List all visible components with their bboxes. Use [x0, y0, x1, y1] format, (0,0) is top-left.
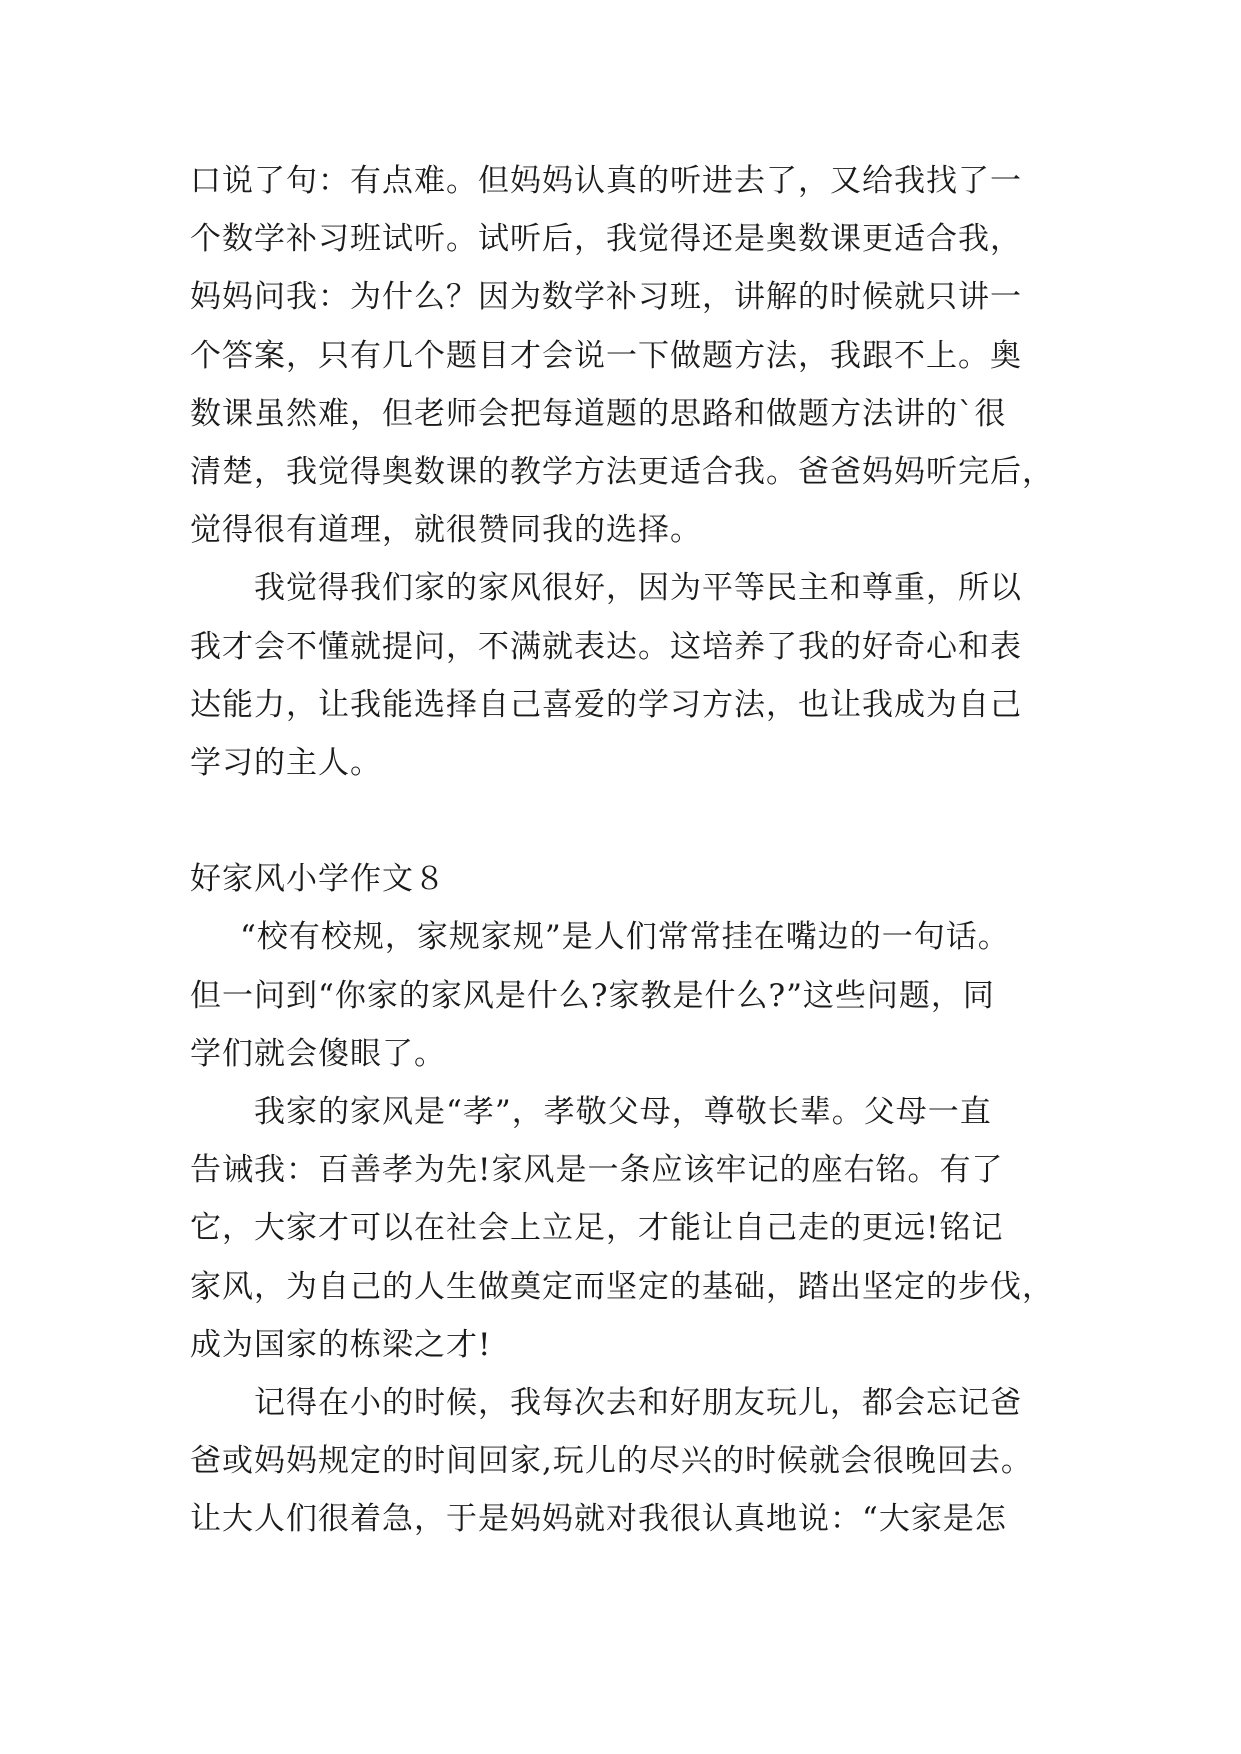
paragraph-2 — [190, 559, 1070, 792]
text-line: 我觉得我们家的家风很好，因为平等民主和尊重，所以 — [254, 570, 1022, 607]
text-line: 成为国家的栋梁之才! — [190, 1326, 492, 1363]
text-line: 它，大家才可以在社会上立足，才能让自己走的更远!铭记 — [190, 1210, 1004, 1247]
text-line: 我才会不懂就提问，不满就表达。这培养了我的好奇心和表 — [190, 628, 1022, 665]
text-line: 个答案，只有几个题目才会说一下做题方法，我跟不上。奥 — [190, 337, 1022, 374]
text-line: 口说了句：有点难。但妈妈认真的听进去了，又给我找了一 — [190, 163, 1022, 199]
text-line: “校有校规，家规家规”是人们常常挂在嘴边的一句话。 — [240, 919, 1010, 956]
text-line: 清楚，我觉得奥数课的教学方法更适合我。爸爸妈妈听完后， — [190, 453, 1054, 490]
text-line: 数课虽然难，但老师会把每道题的思路和做题方法讲的`很 — [190, 395, 1007, 432]
text-line: 告诫我：百善孝为先!家风是一条应该牢记的座右铭。有了 — [190, 1152, 1004, 1189]
section-title: 好家风小学作文８ — [190, 861, 446, 898]
text-line: 觉得很有道理，就很赞同我的选择。 — [190, 512, 702, 549]
paragraph-3 — [190, 908, 1070, 1083]
text-line: 学们就会傻眼了。 — [190, 1035, 446, 1072]
text-line: 但一问到“你家的家风是什么?家教是什么?”这些问题，同 — [190, 977, 995, 1014]
section-spacer — [190, 792, 1070, 850]
text-line: 学习的主人。 — [190, 744, 382, 781]
text-line: 爸或妈妈规定的时间回家,玩儿的尽兴的时候就会很晚回去。 — [190, 1443, 1033, 1480]
document-body — [190, 152, 1070, 1549]
paragraph-5 — [190, 1374, 1070, 1549]
text-line: 个数学补习班试听。试听后，我觉得还是奥数课更适合我， — [190, 221, 1022, 258]
text-line: 记得在小的时候，我每次去和好朋友玩儿，都会忘记爸 — [254, 1384, 1022, 1421]
paragraph-1 — [190, 152, 1070, 559]
text-line: 让大人们很着急，于是妈妈就对我很认真地说：“大家是怎 — [190, 1501, 1007, 1538]
text-line: 我家的家风是“孝”，孝敬父母，尊敬长辈。父母一直 — [254, 1094, 992, 1130]
paragraph-4 — [190, 1083, 1070, 1374]
text-line: 妈妈问我：为什么？因为数学补习班，讲解的时候就只讲一 — [190, 279, 1022, 316]
text-line: 家风，为自己的人生做奠定而坚定的基础，踏出坚定的步伐， — [190, 1268, 1054, 1305]
text-line: 达能力，让我能选择自己喜爱的学习方法，也让我成为自己 — [190, 686, 1022, 723]
